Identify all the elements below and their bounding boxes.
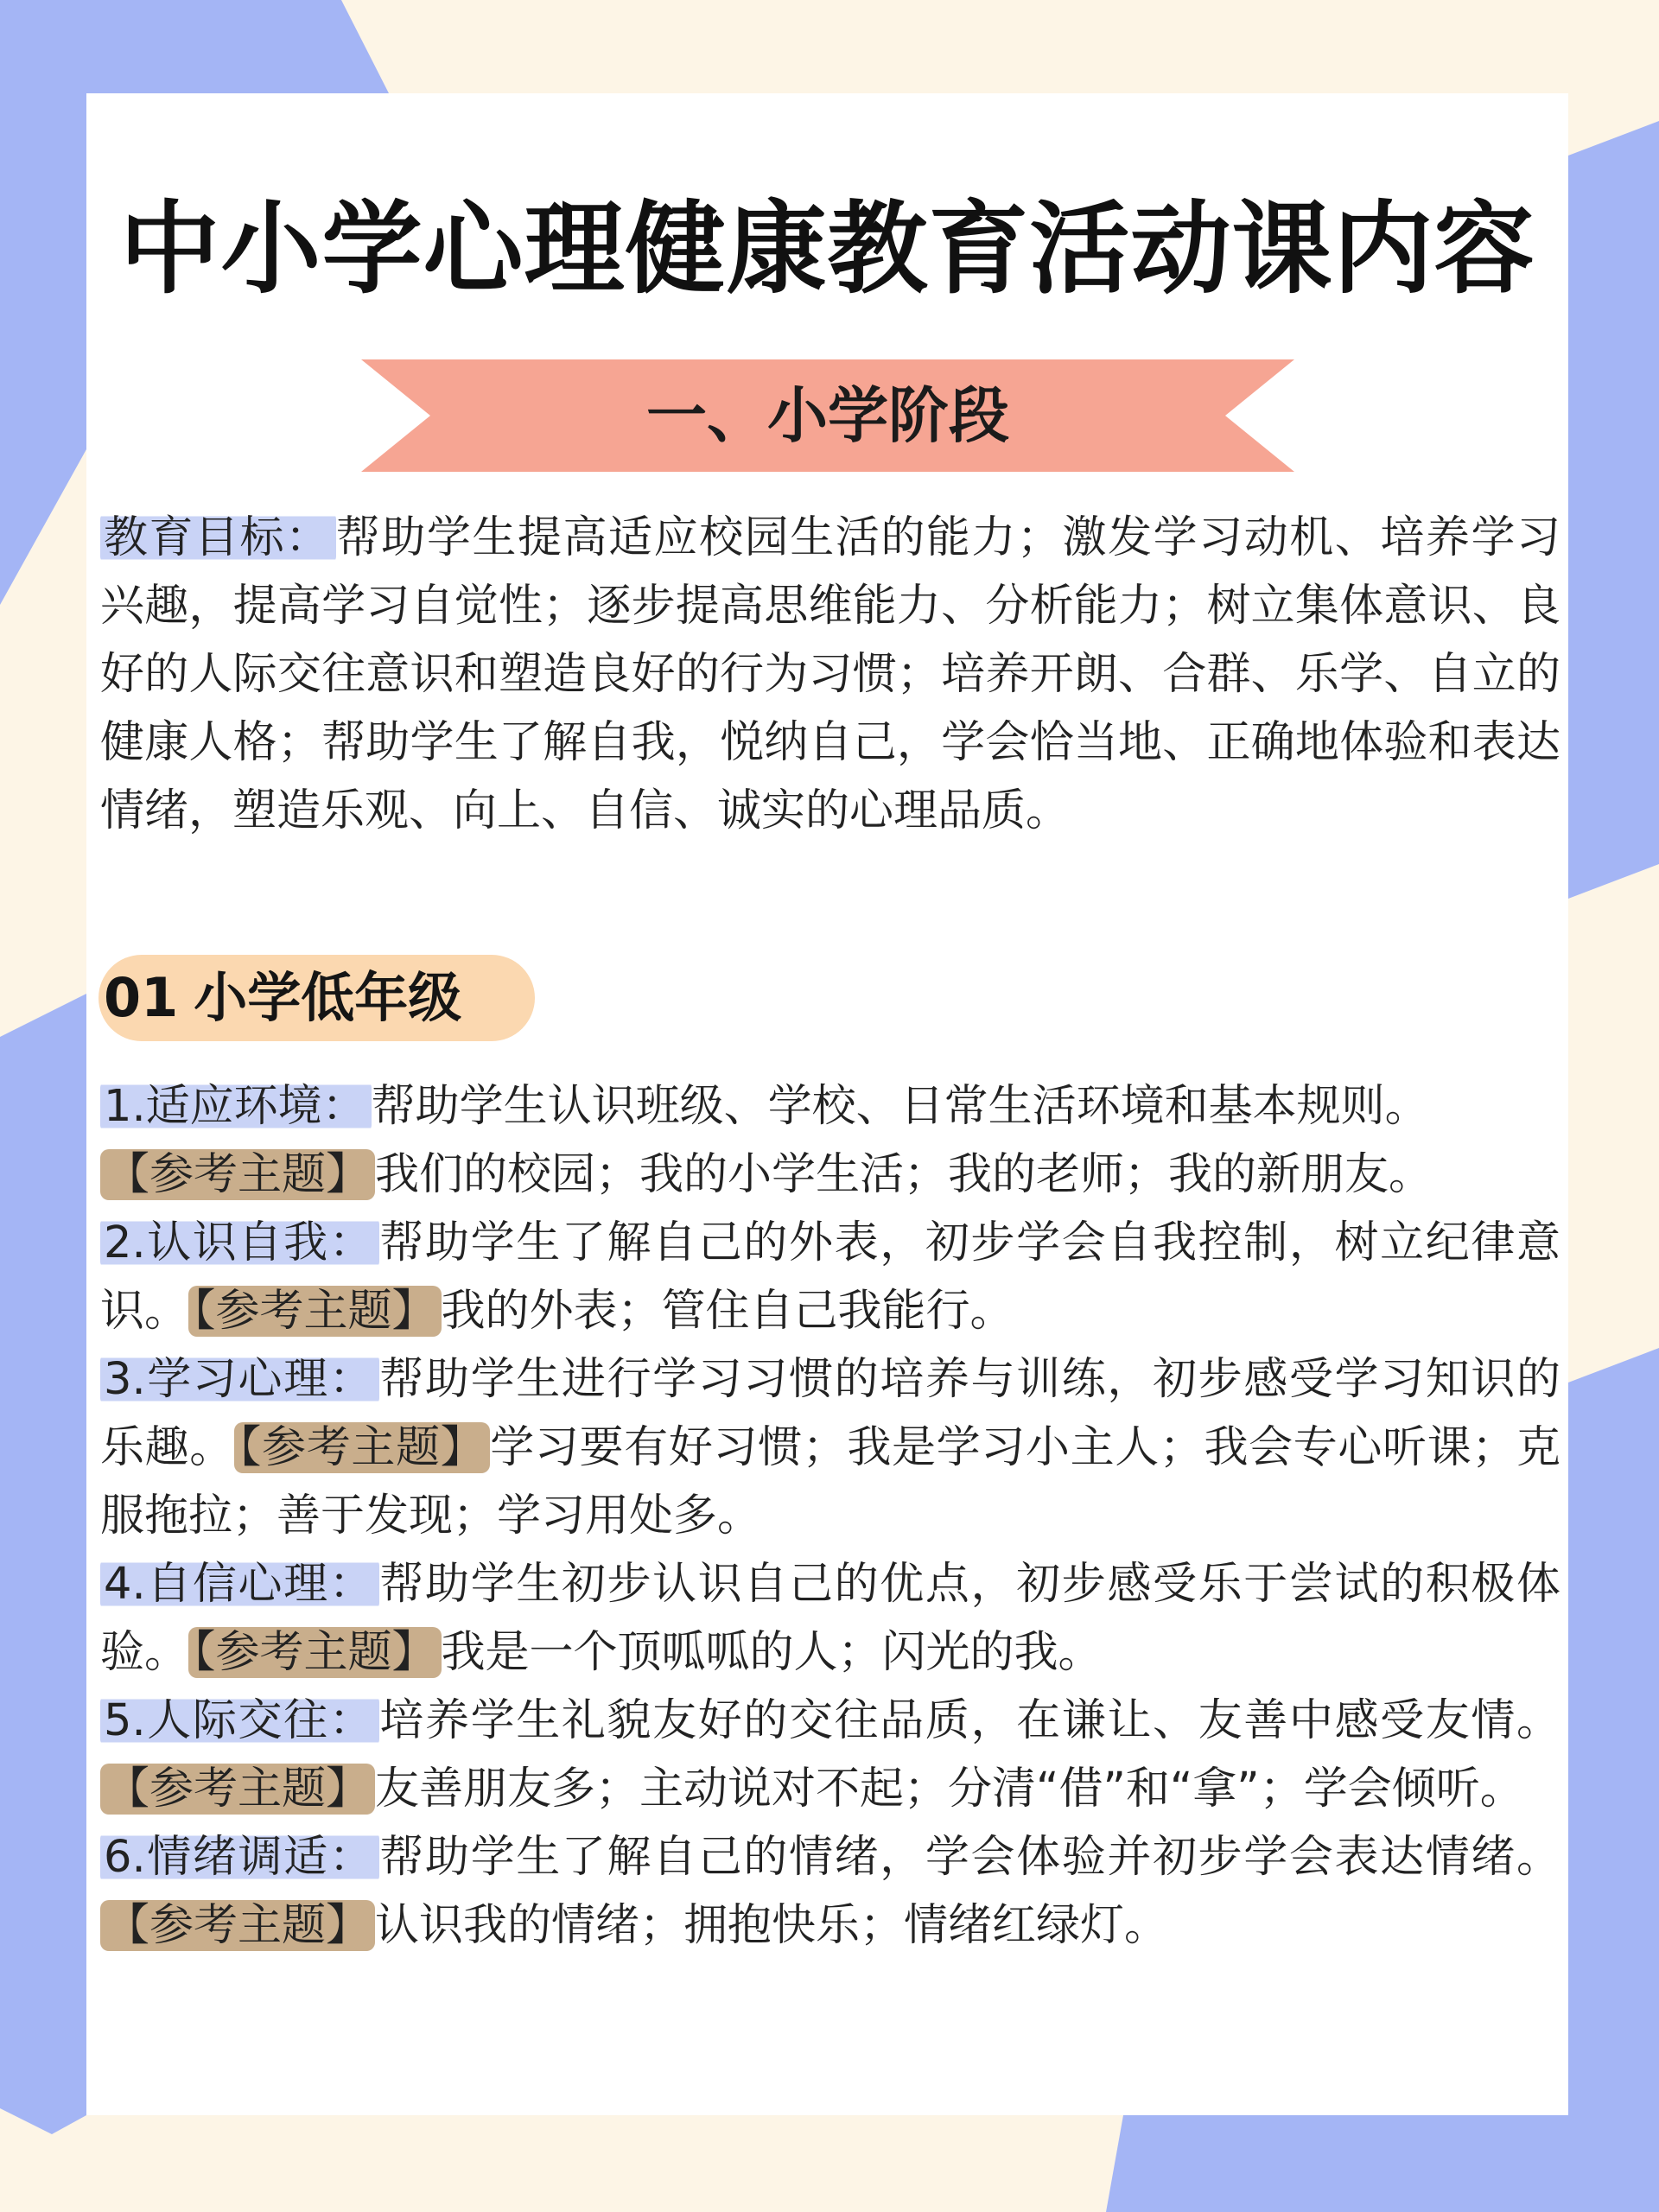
list-item (100, 1345, 1560, 1550)
blue-shape-left (0, 994, 86, 2134)
item-topics: 学习要有好习惯；我是学习小主人；我会专心听课；克服拖拉；善于发现；学习用处多。 (100, 1422, 1560, 1541)
item-list (100, 1072, 1560, 1960)
goal-label: 教育目标： (100, 512, 336, 563)
item-label: 3.学习心理： (100, 1354, 379, 1405)
section-heading (104, 959, 461, 1037)
item-topics: 认识我的情绪；拥抱快乐；情绪红绿灯。 (375, 1900, 1169, 1951)
item-text: 培养学生礼貌友好的交往品质，在谦让、友善中感受友情。 (379, 1695, 1560, 1746)
reference-topic-tag: 【参考主题】 (234, 1422, 490, 1473)
item-topics: 我是一个顶呱呱的人；闪光的我。 (441, 1627, 1103, 1678)
item-label: 1.适应环境： (100, 1081, 372, 1132)
item-text: 帮助学生了解自己的外表，初步学会自我控制，树立纪律意识。 (100, 1217, 1560, 1337)
education-goal (100, 504, 1560, 845)
blue-shape-right (1568, 121, 1659, 899)
content-card (86, 93, 1568, 2115)
reference-topic-tag: 【参考主题】 (100, 1149, 375, 1200)
item-label: 4.自信心理： (100, 1559, 379, 1610)
reference-topic-tag: 【参考主题】 (100, 1764, 375, 1815)
page-title: 中小学心理健康教育活动课内容 (119, 190, 1535, 308)
section-number: 01 (104, 966, 179, 1029)
item-topics: 我的外表；管住自己我能行。 (441, 1286, 1014, 1337)
item-text: 帮助学生了解自己的情绪，学会体验并初步学会表达情绪。 (379, 1832, 1560, 1883)
reference-topic-tag: 【参考主题】 (188, 1627, 442, 1678)
list-item (100, 1823, 1560, 1960)
list-item (100, 1687, 1560, 1823)
item-topics: 友善朋友多；主动说对不起；分清“借”和“拿”；学会倾听。 (375, 1764, 1524, 1815)
section-title: 小学低年级 (194, 966, 462, 1029)
item-topics: 我们的校园；我的小学生活；我的老师；我的新朋友。 (375, 1149, 1433, 1200)
reference-topic-tag: 【参考主题】 (100, 1900, 375, 1951)
item-label: 2.认识自我： (100, 1217, 379, 1268)
list-item (100, 1550, 1560, 1687)
list-item (100, 1072, 1560, 1209)
list-item (100, 1209, 1560, 1345)
stage-banner (361, 359, 1294, 472)
banner-title: 一、小学阶段 (646, 380, 1009, 451)
item-label: 6.情绪调适： (100, 1832, 379, 1883)
item-label: 5.人际交往： (100, 1695, 379, 1746)
item-text: 帮助学生认识班级、学校、日常生活环境和基本规则。 (371, 1081, 1429, 1132)
item-text: 帮助学生初步认识自己的优点，初步感受乐于尝试的积极体验。 (100, 1559, 1560, 1678)
reference-topic-tag: 【参考主题】 (188, 1286, 442, 1337)
goal-text: 帮助学生提高适应校园生活的能力；激发学习动机、培养学习兴趣，提高学习自觉性；逐步提高思维能力、分析能力；树立集体意识、良好的人际交往意识和塑造良好的行为习惯；培养开朗、合群、乐学、自立的健康人格；帮助学生了解自我，悦纳自己，学会恰当地、正确地体验和表达情绪，塑造乐观、向上、自信、诚实的心理品质。 (100, 512, 1560, 836)
item-text: 帮助学生进行学习习惯的培养与训练，初步感受学习知识的乐趣。 (100, 1354, 1560, 1473)
